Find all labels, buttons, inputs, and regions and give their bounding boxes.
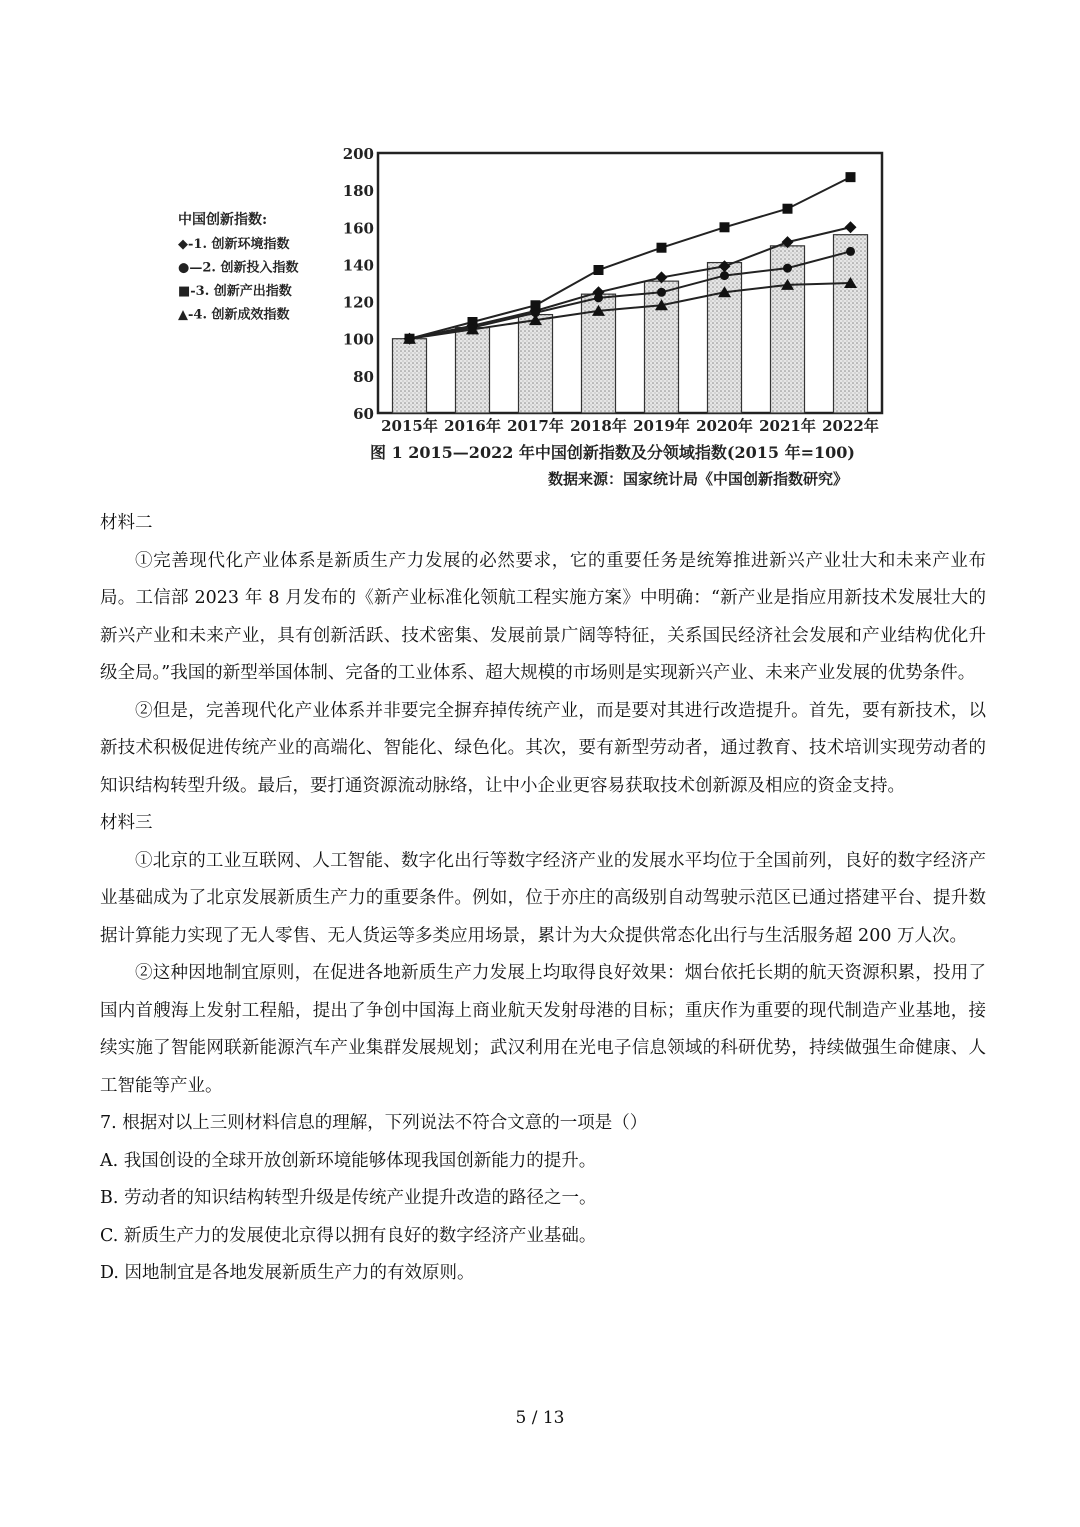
option-a[interactable]: A. 我国创设的全球开放创新环境能够体现我国创新能力的提升。 [100, 1150, 597, 1171]
series-3-point [720, 222, 730, 232]
series-2-point [783, 264, 792, 273]
series-3-point [594, 265, 604, 275]
page-number: 5 / 13 [515, 1408, 565, 1428]
x-tick-label: 2015年 [381, 417, 438, 435]
x-tick-label: 2022年 [822, 417, 879, 435]
plot-frame [378, 153, 882, 413]
material2-paragraph-1: ①完善现代化产业体系是新质生产力发展的必然要求，它的重要任务是统筹推进新兴产业壮大和未来产业布局。工信部 2023 年 8 月发布的《新产业标准化领航工程实施方案》中明确：“新产业是指应用新技术发展壮大的新兴产业和未来产业，具有创新活跃、技术密集、发展前景广阔等特征，关系国民经济社会发展和产业结构优化升级全局。”我国的新型举国体制、完备的工业体系、超大规模的市场则是实现新兴产业、未来产业发展的优势条件。 [100, 550, 986, 683]
x-tick-label: 2019年 [633, 417, 690, 435]
legend-item-2: ●—2. 创新投入指数 [178, 260, 299, 276]
x-tick-label: 2017年 [507, 417, 564, 435]
index-bar [455, 328, 489, 413]
option-d[interactable]: D. 因地制宜是各地发展新质生产力的有效原则。 [100, 1263, 475, 1283]
legend-title: 中国创新指数: [178, 212, 268, 228]
series-3-point [657, 243, 667, 253]
chart-legend [178, 211, 298, 323]
y-tick-label: 200 [342, 145, 374, 163]
y-tick-label: 60 [353, 405, 374, 423]
legend-item-3: ■-3. 创新产出指数 [178, 284, 292, 299]
series-2-point [594, 293, 603, 302]
index-bar [392, 339, 426, 413]
y-tick-label: 160 [342, 219, 374, 238]
series-2-point [720, 271, 729, 280]
y-tick-label: 80 [353, 367, 374, 386]
y-tick-label: 140 [342, 256, 374, 275]
series-3-point [531, 300, 541, 310]
index-bar [707, 263, 741, 413]
series-3-point [846, 172, 856, 182]
series-2-point [657, 288, 666, 297]
x-tick-label: 2020年 [696, 417, 753, 435]
document-body [100, 505, 986, 1293]
index-bar [833, 235, 867, 413]
chart-source: 数据来源：国家统计局《中国创新指数研究》 [548, 470, 849, 488]
innovation-index-chart [160, 130, 900, 440]
material3-paragraph-2: ②这种因地制宜原则，在促进各地新质生产力发展上均取得良好效果：烟台依托长期的航天资源积累，投用了国内首艘海上发射工程船，提出了争创中国海上商业航天发射母港的目标；重庆作为重要的现代制造产业基地，接续实施了智能网联新能源汽车产业集群发展规划；武汉利用在光电子信息领域的科研优势，持续做强生命健康、人工智能等产业。 [100, 963, 986, 1096]
question-stem: 7. 根据对以上三则材料信息的理解，下列说法不符合文意的一项是（） [100, 1113, 648, 1133]
material2-paragraph-2: ②但是，完善现代化产业体系并非要完全摒弃掉传统产业，而是要对其进行改造提升。首先，要有新技术，以新技术积极促进传统产业的高端化、智能化、绿色化。其次，要有新型劳动者，通过教育、技术培训实现劳动者的知识结构转型升级。最后，要打通资源流动脉络，让中小企业更容易获取技术创新源及相应的资金支持。 [100, 700, 986, 796]
y-tick-label: 180 [342, 182, 374, 201]
x-tick-label: 2016年 [444, 417, 501, 435]
series-3-point [783, 204, 793, 214]
option-b[interactable]: B. 劳动者的知识结构转型升级是传统产业提升改造的路径之一。 [100, 1188, 597, 1208]
legend-item-1: ◆-1. 创新环境指数 [178, 237, 290, 252]
series-2-point [846, 247, 855, 256]
y-tick-label: 100 [342, 330, 374, 349]
index-bar [518, 315, 552, 413]
series-1-point [845, 221, 857, 233]
chart-caption: 图 1 2015—2022 年中国创新指数及分领域指数(2015 年=100) [370, 443, 855, 462]
option-c[interactable]: C. 新质生产力的发展使北京得以拥有良好的数字经济产业基础。 [100, 1225, 597, 1246]
x-tick-label: 2021年 [759, 417, 816, 435]
material2-heading: 材料二 [100, 513, 153, 533]
y-tick-label: 120 [342, 293, 374, 312]
material3-paragraph-1: ①北京的工业互联网、人工智能、数字化出行等数字经济产业的发展水平均位于全国前列，良好的数字经济产业基础成为了北京发展新质生产力的重要条件。例如，位于亦庄的高级别自动驾驶示范区已通过搭建平台、提升数据计算能力实现了无人零售、无人货运等多类应用场景，累计为大众提供常态化出行与生活服务超 200 万人次。 [100, 850, 986, 946]
material3-heading: 材料三 [100, 813, 153, 833]
x-tick-label: 2018年 [570, 417, 627, 435]
legend-item-4: ▲-4. 创新成效指数 [178, 307, 290, 323]
